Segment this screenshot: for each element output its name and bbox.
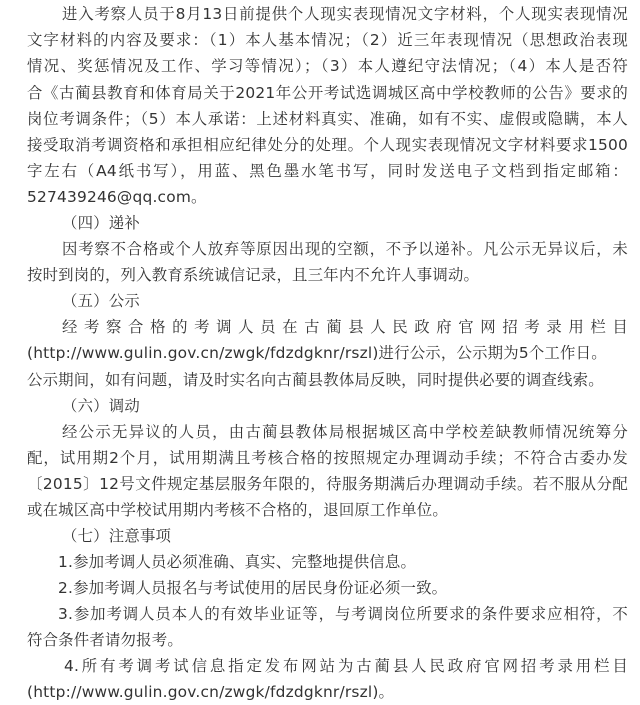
list-item: 3.参加考调人员本人的有效毕业证等，与考调岗位所要求的条件要求应相符，不 xyxy=(58,605,628,623)
paragraph-line: 或在城区高中学校试用期内考核不合格的，退回原工作单位。 xyxy=(27,501,448,519)
paragraph-line: 接受取消考调资格和承担相应纪律处分的处理。个人现实表现情况文字材料要求1500 xyxy=(27,136,628,154)
paragraph-line: 公示期间，如有问题，请及时实名向古蔺县教体局反映，同时提供必要的调查线索。 xyxy=(27,371,604,389)
paragraph-line: 〔2015〕12号文件规定基层服务年限的，待服务期满后办理调动手续。若不服从分配 xyxy=(27,475,628,493)
section-heading-4: （四）递补 xyxy=(62,214,140,232)
list-item: 1.参加考调人员必须准确、真实、完整地提供信息。 xyxy=(58,553,417,571)
email-address: 527439246@qq.com。 xyxy=(27,188,207,206)
paragraph-line: 经公示无异议的人员，由古蔺县教体局根据城区高中学校差缺教师情况统筹分 xyxy=(62,423,628,441)
url-text: (http://www.gulin.gov.cn/zwgk/fdzdgknr/rszl)进行公示，公示期为5个工作日。 xyxy=(27,344,607,362)
paragraph-line: 情况、奖惩情况及工作、学习等情况）；（3）本人遵纪守法情况；（4）本人是否符 xyxy=(27,57,628,75)
section-heading-5: （五）公示 xyxy=(62,292,140,310)
list-item: 4.所有考调考试信息指定发布网站为古蔺县人民政府官网招考录用栏目 xyxy=(64,657,628,675)
paragraph-line: 岗位考调条件；（5）本人承诺：上述材料真实、准确，如有不实、虚假或隐瞒，本人 xyxy=(27,110,628,128)
paragraph-line: 字左右（A4纸书写），用蓝、黑色墨水笔书写，同时发送电子文档到指定邮箱： xyxy=(27,162,628,180)
paragraph-line: 经考察合格的考调人员在古蔺县人民政府官网招考录用栏目 xyxy=(62,318,628,336)
section-heading-6: （六）调动 xyxy=(62,397,140,415)
paragraph-line: 因考察不合格或个人放弃等原因出现的空额，不予以递补。凡公示无异议后，未 xyxy=(62,240,628,258)
paragraph-line: 配，试用期2个月，试用期满且考核合格的按照规定办理调动手续；不符合古委办发 xyxy=(27,449,628,467)
list-item-continuation: 符合条件者请勿报考。 xyxy=(27,631,183,649)
url-text: (http://www.gulin.gov.cn/zwgk/fdzdgknr/rszl)。 xyxy=(27,683,395,701)
paragraph-line: 文字材料的内容及要求：（1）本人基本情况；（2）近三年表现情况（思想政治表现 xyxy=(27,31,628,49)
section-heading-7: （七）注意事项 xyxy=(62,527,172,545)
paragraph-line: 进入考察人员于8月13日前提供个人现实表现情况文字材料，个人现实表现情况 xyxy=(62,5,628,23)
paragraph-line: 合《古蔺县教育和体育局关于2021年公开考试选调城区高中学校教师的公告》要求的 xyxy=(27,84,628,102)
paragraph-line: 按时到岗的，列入教育系统诚信记录，且三年内不允许人事调动。 xyxy=(27,266,480,284)
list-item: 2.参加考调人员报名与考试使用的居民身份证必须一致。 xyxy=(58,579,448,597)
